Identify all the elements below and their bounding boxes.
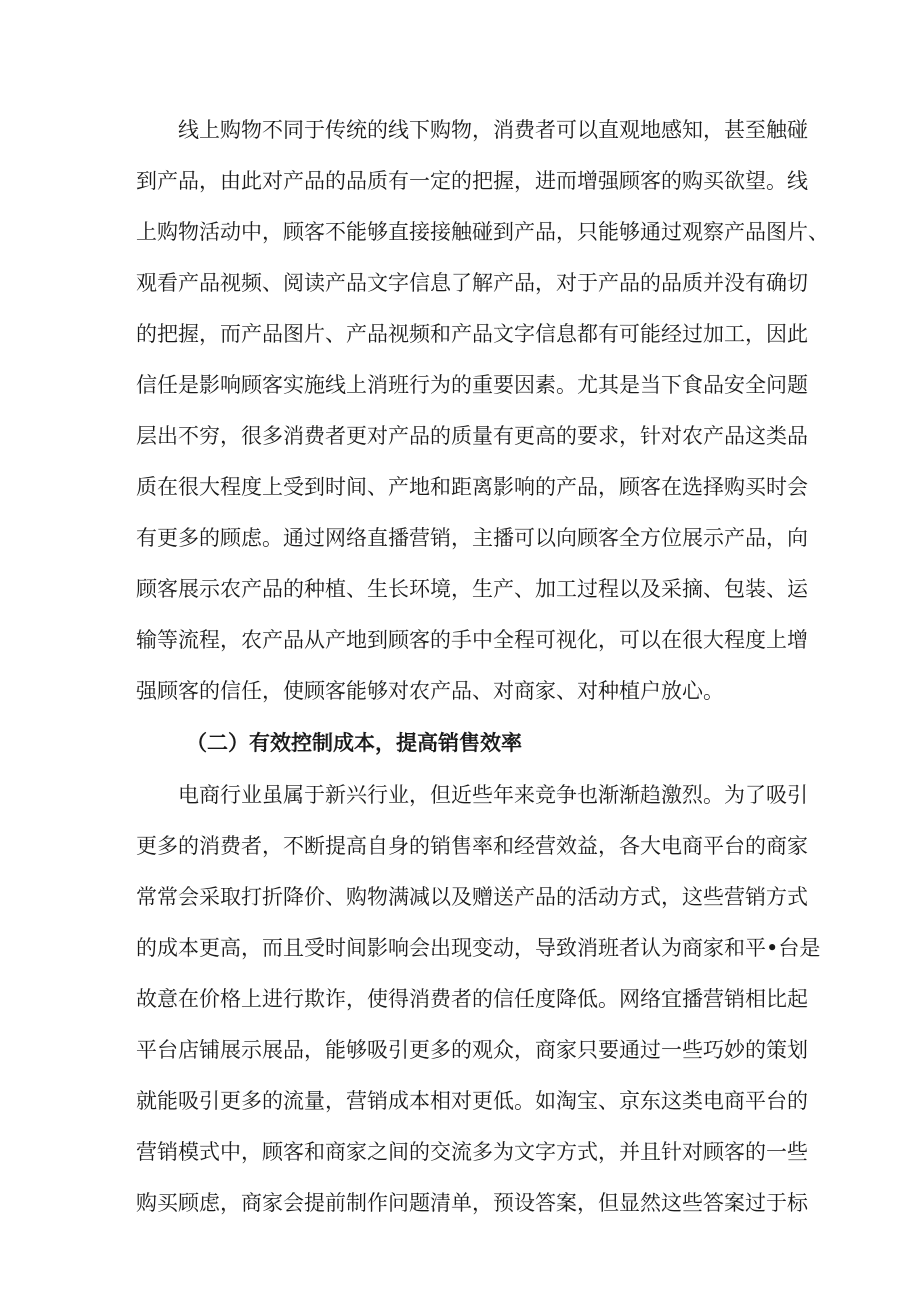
paragraph-line: 更多的消费者，不断提高自身的销售率和经营效益，各大电商平台的商家 [136,834,808,858]
paragraph-line: 有更多的顾虑。通过网络直播营销，主播可以向顾客全方位展示产品，向 [136,526,808,550]
paragraph-line: 平台店铺展示展品，能够吸引更多的观众，商家只要通过一些巧妙的策划 [136,1038,808,1062]
paragraph-line: 电商行业虽属于新兴行业，但近些年来竞争也渐渐趋激烈。为了吸引 [178,783,808,807]
paragraph-line: 顾客展示农产品的种植、生长环境，生产、加工过程以及采摘、包装、运 [136,577,808,601]
paragraph-line: 营销模式中，顾客和商家之间的交流多为文字方式，并且针对顾客的一些 [136,1140,808,1164]
paragraph-line: 上购物活动中，顾客不能够直接接触碰到产品，只能够通过观察产品图片、 [136,220,829,244]
paragraph-line: 常常会采取打折降价、购物满减以及赠送产品的活动方式，这些营销方式 [136,885,808,909]
section-heading: （二）有效控制成本，提高销售效率 [186,731,522,755]
paragraph-line: 观看产品视频、阅读产品文字信息了解产品，对于产品的品质并没有确切 [136,271,808,295]
paragraph-line: 故意在价格上进行欺诈，使得消费者的信任度降低。网络宜播营销相比起 [136,987,808,1011]
paragraph-line: 强顾客的信任，使顾客能够对农产品、对商家、对种植户放心。 [136,679,724,703]
paragraph-line: 输等流程，农产品从产地到顾客的手中全程可视化，可以在很大程度上增 [136,628,808,652]
paragraph-line: 购买顾虑，商家会提前制作问题清单，预设答案，但显然这些答案过于标 [136,1191,808,1215]
paragraph-line: 质在很大程度上受到时间、产地和距离影响的产品，顾客在选择购买时会 [136,475,808,499]
paragraph-line: 的成本更高，而且受时间影响会出现变动，导致消班者认为商家和平•台是 [136,936,821,960]
paragraph-line: 线上购物不同于传统的线下购物，消费者可以直观地感知，甚至触碰 [178,118,808,142]
paragraph-line: 信任是影响顾客实施线上消班行为的重要因素。尤其是当下食品安全问题 [136,373,808,397]
paragraph-line: 就能吸引更多的流量，营销成本相对更低。如淘宝、京东这类电商平台的 [136,1089,808,1113]
paragraph-line: 的把握，而产品图片、产品视频和产品文字信息都有可能经过加工，因此 [136,322,808,346]
paragraph-line: 层出不穷，很多消费者更对产品的质量有更高的要求，针对农产品这类品 [136,424,808,448]
paragraph-line: 到产品，由此对产品的品质有一定的把握，进而增强顾客的购买欲望。线 [136,169,808,193]
